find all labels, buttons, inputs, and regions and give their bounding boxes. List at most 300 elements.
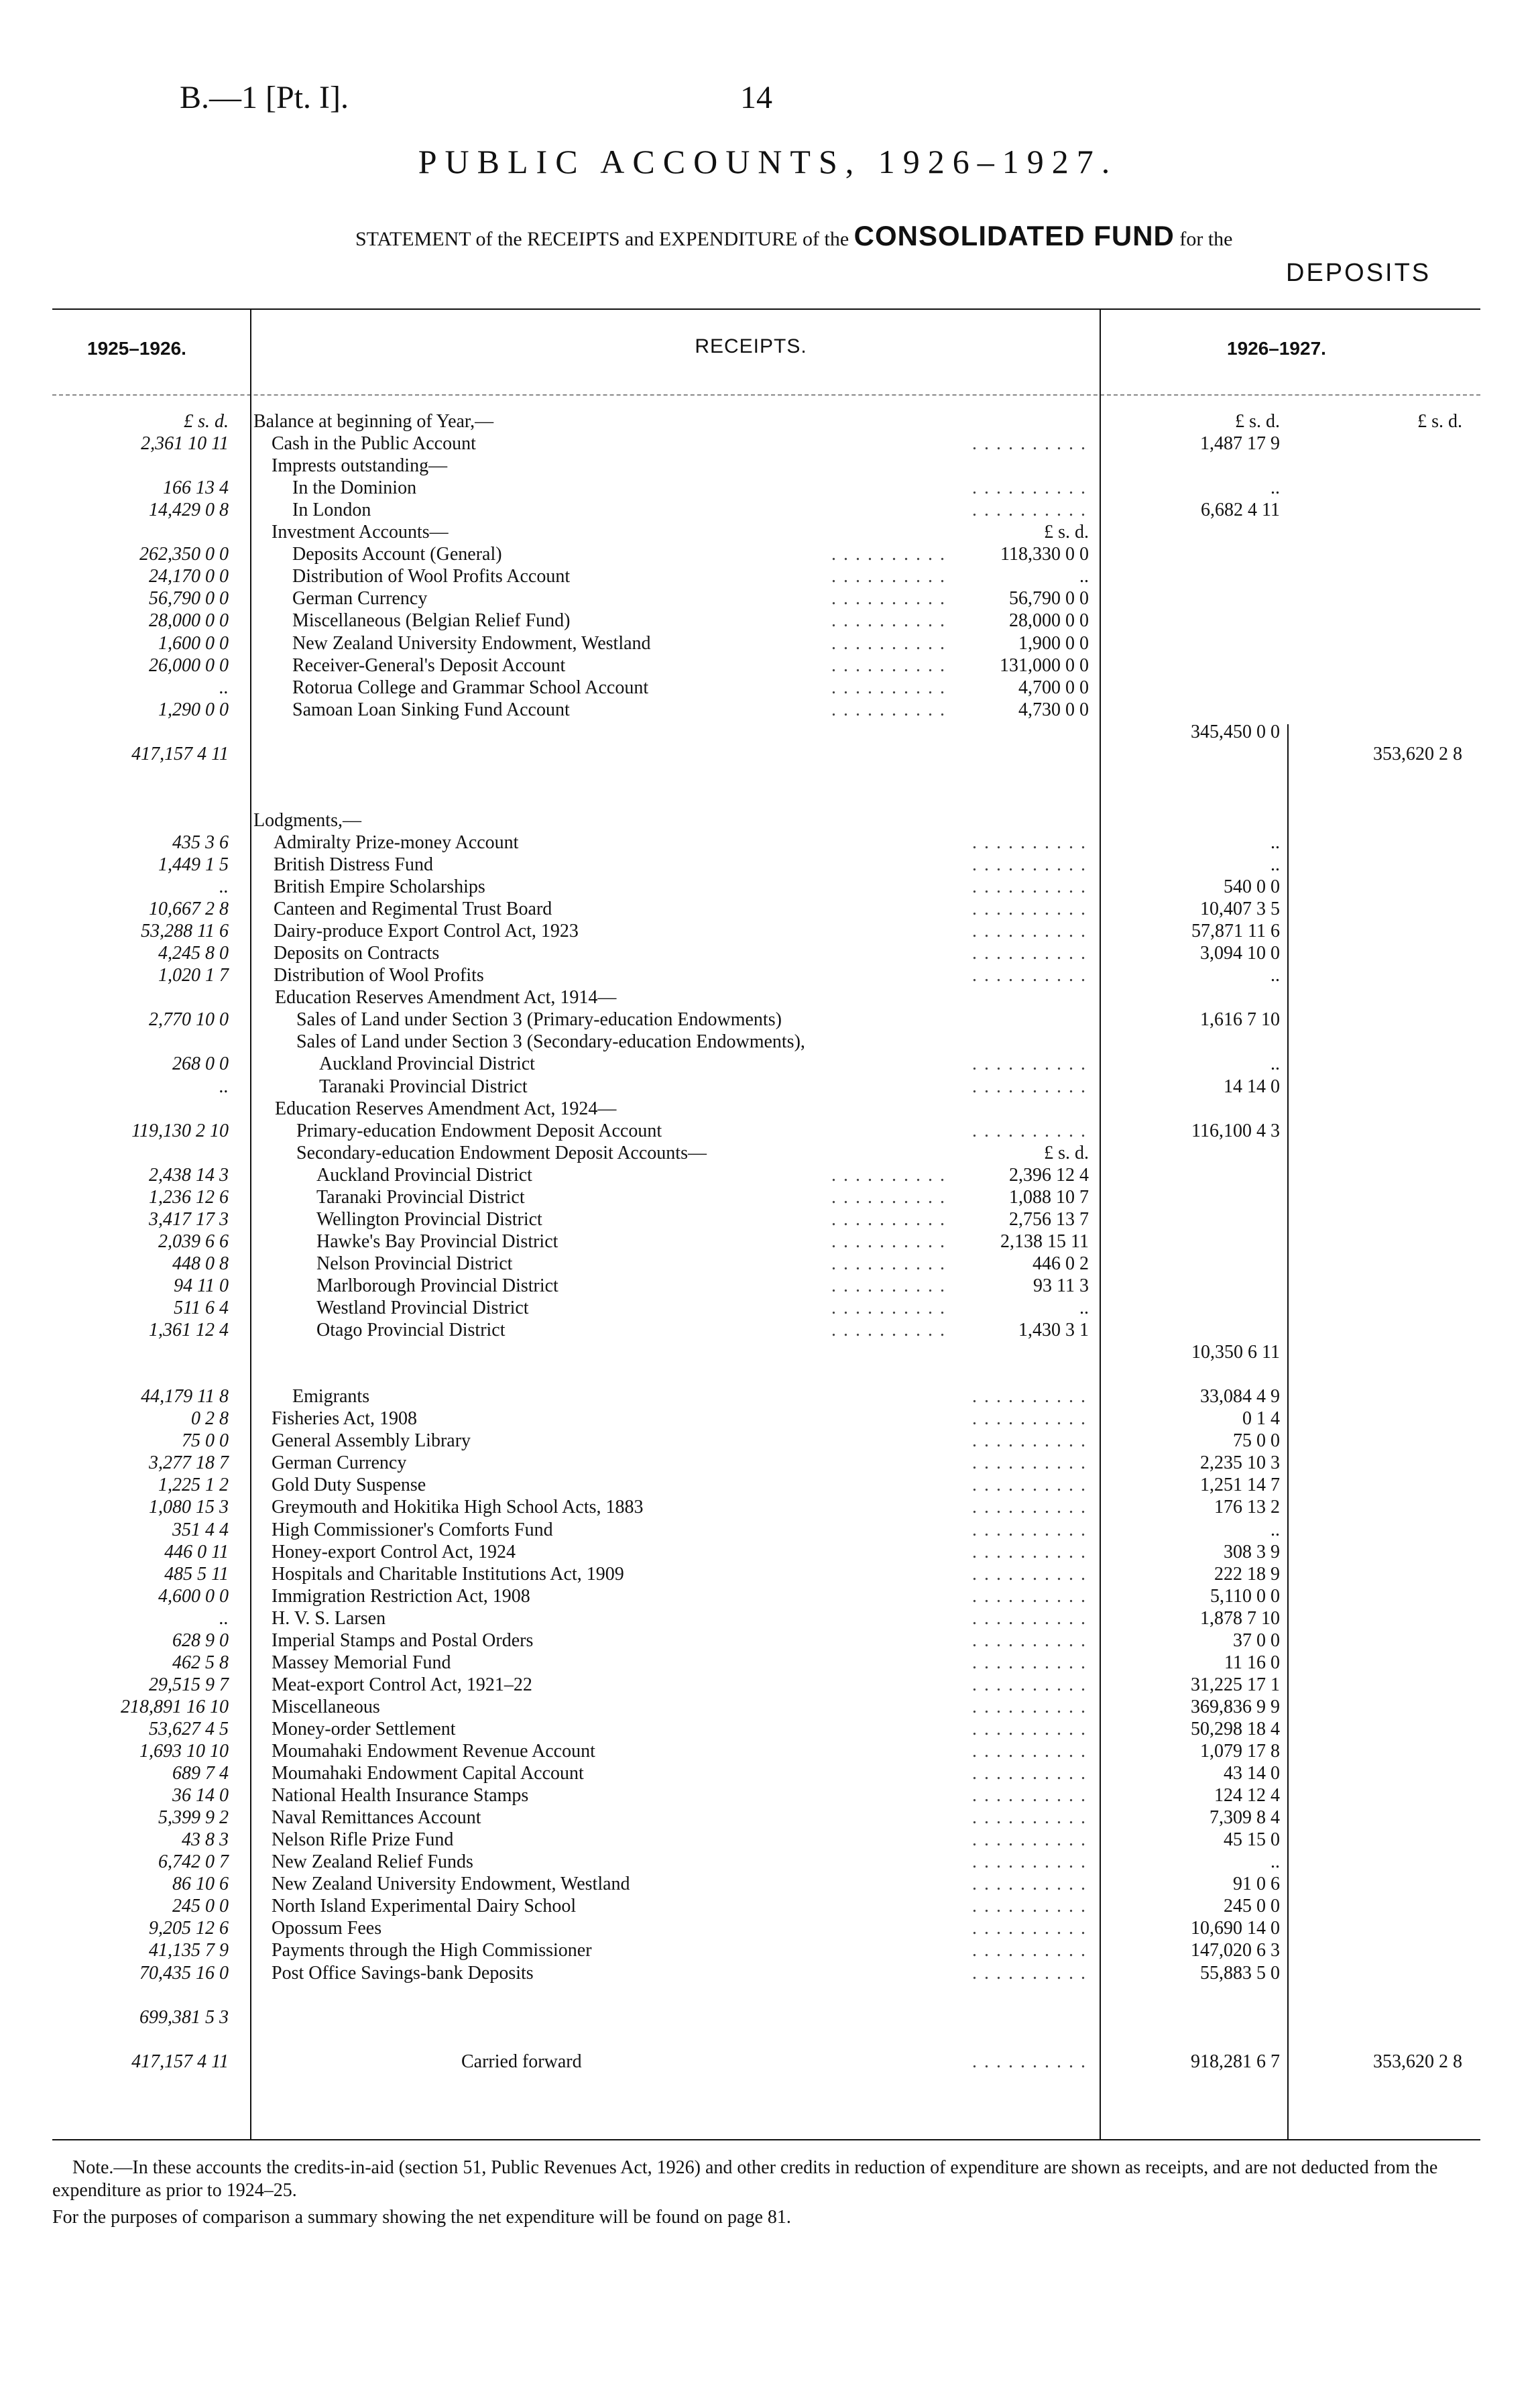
- prev-year-amount: 1,693 10 10: [139, 1741, 229, 1762]
- current-amount: 1,487 17 9: [1200, 433, 1280, 455]
- sub-amount: £ s. d.: [1044, 1142, 1089, 1163]
- sub-amount: 1,430 3 1: [1018, 1320, 1089, 1341]
- leader-dots: . . . . . . . . . .: [972, 1763, 1087, 1784]
- table-bottom-rule: [52, 2139, 1480, 2140]
- row-label: Fisheries Act, 1908: [272, 1408, 417, 1430]
- current-amount: 10,690 14 0: [1191, 1918, 1280, 1939]
- current-amount: 57,871 11 6: [1191, 921, 1280, 942]
- leader-dots: . . . . . . . . . .: [831, 588, 946, 610]
- prev-year-amount: 41,135 7 9: [149, 1940, 229, 1961]
- row-label: North Island Experimental Dairy School: [272, 1896, 577, 1917]
- current-amount: ..: [1271, 477, 1280, 499]
- table-row: [0, 1807, 1536, 1829]
- prev-year-amount: 1,020 1 7: [158, 965, 229, 986]
- row-label: Immigration Restriction Act, 1908: [272, 1585, 530, 1607]
- row-label: Naval Remittances Account: [272, 1807, 481, 1829]
- prev-year-amount: 1,290 0 0: [158, 699, 229, 720]
- table-row: [0, 1519, 1536, 1541]
- leader-dots: . . . . . . . . . .: [972, 1541, 1087, 1562]
- leader-dots: . . . . . . . . . .: [972, 1851, 1087, 1873]
- current-amount: ..: [1271, 832, 1280, 853]
- table-row: [0, 543, 1536, 565]
- header-bottom-rule: [52, 394, 1480, 396]
- table-row: [0, 1253, 1536, 1275]
- row-label: Deposits Account (General): [292, 544, 502, 565]
- row-label: Sales of Land under Section 3 (Secondary-education Endowments),: [296, 1031, 805, 1053]
- leader-dots: . . . . . . . . . .: [831, 1298, 946, 1318]
- table-row: [0, 1341, 1536, 1363]
- row-label: Post Office Savings-bank Deposits: [272, 1962, 534, 1984]
- leader-dots: . . . . . . . . . .: [972, 500, 1087, 521]
- leader-dots: . . . . . . . . . .: [831, 566, 946, 587]
- leader-dots: . . . . . . . . . .: [831, 1164, 946, 1186]
- prev-year-amount: 26,000 0 0: [149, 654, 229, 676]
- table-row: [0, 1541, 1536, 1563]
- sub-amount: 56,790 0 0: [1009, 588, 1089, 610]
- row-label: Moumahaki Endowment Revenue Account: [272, 1741, 595, 1762]
- prev-year-amount: 86 10 6: [172, 1874, 229, 1895]
- current-amount: £ s. d.: [1235, 411, 1280, 432]
- sub-amount: 93 11 3: [1033, 1275, 1089, 1296]
- table-row: [0, 1164, 1536, 1186]
- current-amount: ..: [1271, 1519, 1280, 1540]
- table-row: [0, 920, 1536, 942]
- table-row: [0, 1829, 1536, 1851]
- leader-dots: . . . . . . . . . .: [972, 1741, 1087, 1762]
- prev-year-amount: 446 0 11: [164, 1541, 229, 1562]
- current-amount: 10,407 3 5: [1200, 899, 1280, 920]
- prev-year-amount: 94 11 0: [174, 1275, 229, 1296]
- leader-dots: . . . . . . . . . .: [972, 1120, 1087, 1141]
- sub-amount: 28,000 0 0: [1009, 610, 1089, 632]
- prev-year-amount: 417,157 4 11: [131, 743, 229, 764]
- prev-year-amount: 36 14 0: [172, 1785, 229, 1807]
- table-row: [0, 1120, 1536, 1142]
- table-row: [0, 1208, 1536, 1230]
- current-amount: 369,836 9 9: [1191, 1696, 1280, 1717]
- prev-year-amount: 43 8 3: [182, 1829, 229, 1851]
- row-label: Auckland Provincial District: [316, 1164, 532, 1186]
- prev-year-amount: 1,600 0 0: [158, 632, 229, 654]
- current-amount: 1,251 14 7: [1200, 1475, 1280, 1496]
- leader-dots: . . . . . . . . . .: [972, 1674, 1087, 1695]
- prev-year-amount: 448 0 8: [172, 1253, 229, 1274]
- current-amount: 1,616 7 10: [1200, 1009, 1280, 1031]
- table-row: [0, 942, 1536, 964]
- prev-year-amount: 1,361 12 4: [149, 1320, 229, 1341]
- current-amount: 6,682 4 11: [1201, 500, 1280, 521]
- row-label: Imperial Stamps and Postal Orders: [272, 1629, 534, 1651]
- statement-prefix: STATEMENT of the RECEIPTS and EXPENDITURE of the: [355, 228, 849, 250]
- sub-amount: 4,700 0 0: [1018, 677, 1089, 698]
- prev-year-amount: 166 13 4: [163, 477, 229, 499]
- current-amount: 91 0 6: [1233, 1874, 1280, 1895]
- row-label: Lodgments,—: [253, 809, 361, 831]
- row-label: Auckland Provincial District: [319, 1053, 535, 1075]
- table-row: [0, 787, 1536, 809]
- row-label: General Assembly Library: [272, 1430, 471, 1452]
- row-label: Canteen and Regimental Trust Board: [274, 899, 552, 920]
- table-row: [0, 964, 1536, 986]
- current-amount: 37 0 0: [1233, 1629, 1280, 1651]
- current-amount: 3,094 10 0: [1200, 943, 1280, 964]
- prev-year-amount: 14,429 0 8: [149, 500, 229, 521]
- row-label: Honey-export Control Act, 1924: [272, 1541, 516, 1562]
- prev-year-amount: 511 6 4: [174, 1298, 229, 1318]
- row-label: Education Reserves Amendment Act, 1924—: [275, 1098, 617, 1119]
- table-row: [0, 1230, 1536, 1253]
- prev-year-amount: 2,361 10 11: [141, 433, 229, 455]
- table-row: [0, 1452, 1536, 1474]
- current-amount: 0 1 4: [1242, 1408, 1280, 1430]
- table-row: [0, 1408, 1536, 1430]
- table-row: [0, 2051, 1536, 2073]
- col-receipts: RECEIPTS.: [695, 335, 807, 357]
- sub-amount: ..: [1079, 1298, 1089, 1318]
- prev-year-amount: ..: [219, 876, 229, 898]
- table-row: [0, 433, 1536, 455]
- leader-dots: . . . . . . . . . .: [972, 1718, 1087, 1739]
- leader-dots: . . . . . . . . . .: [972, 1874, 1087, 1895]
- row-label: Payments through the High Commissioner: [272, 1940, 592, 1961]
- leader-dots: . . . . . . . . . .: [831, 1186, 946, 1208]
- current-amount: 540 0 0: [1224, 876, 1280, 898]
- current-amount: 5,110 0 0: [1210, 1585, 1280, 1607]
- row-label: Samoan Loan Sinking Fund Account: [292, 699, 570, 720]
- current-amount: ..: [1271, 854, 1280, 875]
- current-amount: 7,309 8 4: [1209, 1807, 1280, 1829]
- row-label: Investment Accounts—: [272, 522, 449, 543]
- row-label: New Zealand Relief Funds: [272, 1851, 473, 1873]
- table-row: [0, 2028, 1536, 2051]
- leader-dots: . . . . . . . . . .: [972, 921, 1087, 942]
- row-label: High Commissioner's Comforts Fund: [272, 1519, 553, 1540]
- leader-dots: . . . . . . . . . .: [972, 1896, 1087, 1917]
- row-label: Emigrants: [292, 1386, 370, 1408]
- row-label: Massey Memorial Fund: [272, 1652, 451, 1673]
- leader-dots: . . . . . . . . . .: [831, 1253, 946, 1274]
- prev-year-amount: 53,627 4 5: [149, 1718, 229, 1739]
- current-amount: 245 0 0: [1224, 1896, 1280, 1917]
- table-row: [0, 1031, 1536, 1053]
- prev-year-amount: 75 0 0: [182, 1430, 229, 1452]
- current-amount: ..: [1271, 1851, 1280, 1873]
- row-label: In London: [292, 500, 371, 521]
- table-row: [0, 1674, 1536, 1696]
- sub-amount: 2,396 12 4: [1009, 1164, 1089, 1186]
- leader-dots: . . . . . . . . . .: [972, 1386, 1087, 1408]
- current-amount: 10,350 6 11: [1191, 1342, 1280, 1363]
- prev-year-amount: 2,438 14 3: [149, 1164, 229, 1186]
- table-row: [0, 986, 1536, 1009]
- leader-dots: . . . . . . . . . .: [972, 1607, 1087, 1629]
- row-label: Hospitals and Charitable Institutions Act, 1909: [272, 1563, 624, 1585]
- current-total: £ s. d.: [1417, 411, 1462, 432]
- table-row: [0, 721, 1536, 743]
- table-row: [0, 1873, 1536, 1895]
- table-row: [0, 610, 1536, 632]
- row-label: Wellington Provincial District: [316, 1208, 542, 1230]
- leader-dots: . . . . . . . . . .: [972, 477, 1087, 499]
- table-row: [0, 743, 1536, 765]
- page-reference: B.—1 [Pt. I].: [180, 80, 349, 115]
- table-row: [0, 455, 1536, 477]
- leader-dots: . . . . . . . . . .: [831, 677, 946, 698]
- table-row: [0, 1009, 1536, 1031]
- prev-year-amount: 262,350 0 0: [139, 544, 229, 565]
- leader-dots: . . . . . . . . . .: [972, 1452, 1087, 1474]
- leader-dots: . . . . . . . . . .: [972, 1563, 1087, 1585]
- table-row: [0, 1430, 1536, 1452]
- table-row: [0, 876, 1536, 898]
- current-amount: 11 16 0: [1224, 1652, 1280, 1673]
- row-label: Imprests outstanding—: [272, 455, 448, 477]
- current-amount: 31,225 17 1: [1191, 1674, 1280, 1695]
- current-amount: 176 13 2: [1214, 1497, 1280, 1518]
- col-current-year: 1926–1927.: [1227, 338, 1326, 359]
- table-row: [0, 765, 1536, 787]
- prev-year-amount: 29,515 9 7: [149, 1674, 229, 1695]
- table-row: [0, 1917, 1536, 1939]
- row-label: National Health Insurance Stamps: [272, 1785, 529, 1807]
- row-label: Education Reserves Amendment Act, 1914—: [275, 987, 617, 1009]
- table-row: [0, 699, 1536, 721]
- leader-dots: . . . . . . . . . .: [972, 1053, 1087, 1075]
- table-top-rule: [52, 308, 1480, 310]
- sub-amount: £ s. d.: [1044, 522, 1089, 543]
- table-row: [0, 1076, 1536, 1098]
- prev-year-amount: 218,891 16 10: [121, 1696, 229, 1717]
- prev-year-amount: £ s. d.: [184, 411, 229, 432]
- row-label: Sales of Land under Section 3 (Primary-education Endowments): [296, 1009, 782, 1031]
- prev-year-amount: 1,080 15 3: [149, 1497, 229, 1518]
- row-label: Meat-export Control Act, 1921–22: [272, 1674, 532, 1695]
- prev-year-amount: 245 0 0: [172, 1896, 229, 1917]
- table-row: [0, 499, 1536, 521]
- table-row: [0, 898, 1536, 920]
- leader-dots: . . . . . . . . . .: [972, 1918, 1087, 1939]
- leader-dots: . . . . . . . . . .: [972, 2051, 1087, 2072]
- sub-amount: 118,330 0 0: [1000, 544, 1089, 565]
- sub-amount: 4,730 0 0: [1018, 699, 1089, 720]
- row-label: British Empire Scholarships: [274, 876, 485, 898]
- table-row: [0, 1718, 1536, 1740]
- prev-year-amount: 2,039 6 6: [158, 1230, 229, 1252]
- table-row: [0, 1696, 1536, 1718]
- row-label: Cash in the Public Account: [272, 433, 476, 455]
- current-amount: 308 3 9: [1224, 1541, 1280, 1562]
- table-row: [0, 1363, 1536, 1385]
- table-row: [0, 565, 1536, 587]
- leader-dots: . . . . . . . . . .: [972, 943, 1087, 964]
- table-row: [0, 1585, 1536, 1607]
- current-amount: 918,281 6 7: [1191, 2051, 1280, 2072]
- sub-amount: ..: [1079, 566, 1089, 587]
- sub-amount: 446 0 2: [1032, 1253, 1089, 1274]
- leader-dots: . . . . . . . . . .: [831, 1275, 946, 1296]
- leader-dots: . . . . . . . . . .: [831, 1320, 946, 1341]
- row-label: Rotorua College and Grammar School Account: [292, 677, 649, 698]
- row-label: Secondary-education Endowment Deposit Accounts—: [296, 1142, 707, 1163]
- table-row: [0, 632, 1536, 654]
- current-amount: 50,298 18 4: [1191, 1718, 1280, 1739]
- prev-year-amount: ..: [219, 1607, 229, 1629]
- prev-year-amount: 699,381 5 3: [139, 2006, 229, 2028]
- row-label: Westland Provincial District: [316, 1298, 529, 1318]
- table-row: [0, 1740, 1536, 1762]
- sub-amount: 1,088 10 7: [1009, 1186, 1089, 1208]
- col-prev-year: 1925–1926.: [87, 338, 186, 359]
- table-row: [0, 854, 1536, 876]
- table-row: [0, 1474, 1536, 1496]
- leader-dots: . . . . . . . . . .: [972, 1497, 1087, 1518]
- table-row: [0, 1053, 1536, 1075]
- prev-year-amount: 4,600 0 0: [158, 1585, 229, 1607]
- table-row: [0, 1895, 1536, 1917]
- prev-year-amount: 485 5 11: [164, 1563, 229, 1585]
- prev-year-amount: 5,399 9 2: [158, 1807, 229, 1829]
- prev-year-amount: 462 5 8: [172, 1652, 229, 1673]
- prev-year-amount: ..: [219, 677, 229, 698]
- row-label: Primary-education Endowment Deposit Account: [296, 1120, 662, 1141]
- table-row: [0, 1784, 1536, 1807]
- note-credits: Note.—In these accounts the credits-in-aid (section 51, Public Revenues Act, 1926) and other credits in reduction of expenditure are shown as receipts, and are not deducted from the expenditure as prior to 1924–25.: [52, 2157, 1438, 2201]
- sub-amount: 131,000 0 0: [1000, 654, 1089, 676]
- leader-dots: . . . . . . . . . .: [831, 544, 946, 565]
- prev-year-amount: 56,790 0 0: [149, 588, 229, 610]
- prev-year-amount: 1,449 1 5: [158, 854, 229, 875]
- table-row: [0, 1962, 1536, 1984]
- leader-dots: . . . . . . . . . .: [972, 1475, 1087, 1496]
- current-amount: 14 14 0: [1224, 1076, 1280, 1097]
- current-amount: 75 0 0: [1233, 1430, 1280, 1452]
- sub-amount: 1,900 0 0: [1018, 632, 1089, 654]
- row-label: Taranaki Provincial District: [319, 1076, 528, 1097]
- prev-year-amount: 435 3 6: [172, 832, 229, 853]
- leader-dots: . . . . . . . . . .: [831, 1230, 946, 1252]
- leader-dots: . . . . . . . . . .: [831, 610, 946, 632]
- table-row: [0, 654, 1536, 677]
- prev-year-amount: 4,245 8 0: [158, 943, 229, 964]
- statement-heading: [355, 220, 1233, 252]
- leader-dots: . . . . . . . . . .: [972, 899, 1087, 920]
- current-amount: 45 15 0: [1224, 1829, 1280, 1851]
- leader-dots: . . . . . . . . . .: [972, 1807, 1087, 1829]
- table-row: [0, 677, 1536, 699]
- current-amount: 33,084 4 9: [1200, 1386, 1280, 1408]
- leader-dots: . . . . . . . . . .: [972, 433, 1087, 455]
- current-amount: 222 18 9: [1214, 1563, 1280, 1585]
- row-label: Distribution of Wool Profits Account: [292, 566, 571, 587]
- current-amount: 1,878 7 10: [1200, 1607, 1280, 1629]
- prev-year-amount: 9,205 12 6: [149, 1918, 229, 1939]
- current-amount: 2,235 10 3: [1200, 1452, 1280, 1474]
- current-amount: ..: [1271, 965, 1280, 986]
- leader-dots: . . . . . . . . . .: [972, 1629, 1087, 1651]
- table-row: [0, 1607, 1536, 1629]
- leader-dots: . . . . . . . . . .: [972, 1785, 1087, 1807]
- leader-dots: . . . . . . . . . .: [972, 1585, 1087, 1607]
- prev-year-amount: 3,417 17 3: [149, 1208, 229, 1230]
- current-amount: 116,100 4 3: [1191, 1120, 1280, 1141]
- row-label: German Currency: [292, 588, 428, 610]
- leader-dots: . . . . . . . . . .: [972, 876, 1087, 898]
- prev-year-amount: 10,667 2 8: [149, 899, 229, 920]
- leader-dots: . . . . . . . . . .: [972, 1430, 1087, 1452]
- leader-dots: . . . . . . . . . .: [972, 1519, 1087, 1540]
- row-label: Money-order Settlement: [272, 1718, 456, 1739]
- table-row: [0, 1563, 1536, 1585]
- row-label: New Zealand University Endowment, Westland: [272, 1874, 630, 1895]
- row-label: Dairy-produce Export Control Act, 1923: [274, 921, 579, 942]
- leader-dots: . . . . . . . . . .: [972, 1829, 1087, 1851]
- table-row: [0, 1629, 1536, 1652]
- leader-dots: . . . . . . . . . .: [831, 699, 946, 720]
- page-number: 14: [740, 80, 772, 115]
- fund-name: CONSOLIDATED FUND: [853, 220, 1175, 251]
- prev-year-amount: 70,435 16 0: [139, 1962, 229, 1984]
- table-row: [0, 1186, 1536, 1208]
- row-label: Miscellaneous: [272, 1696, 380, 1717]
- leader-dots: . . . . . . . . . .: [831, 632, 946, 654]
- leader-dots: . . . . . . . . . .: [972, 1696, 1087, 1717]
- leader-dots: . . . . . . . . . .: [972, 965, 1087, 986]
- leader-dots: . . . . . . . . . .: [972, 1940, 1087, 1961]
- table-row: [0, 832, 1536, 854]
- table-row: [0, 1652, 1536, 1674]
- table-row: [0, 1762, 1536, 1784]
- current-amount: ..: [1271, 1053, 1280, 1075]
- prev-year-amount: 417,157 4 11: [131, 2051, 229, 2072]
- row-label: Nelson Rifle Prize Fund: [272, 1829, 454, 1851]
- table-row: [0, 1385, 1536, 1408]
- row-label: Carried forward: [461, 2051, 582, 2072]
- sub-amount: 2,138 15 11: [1000, 1230, 1089, 1252]
- row-label: New Zealand University Endowment, Westland: [292, 632, 651, 654]
- leader-dots: . . . . . . . . . .: [972, 1408, 1087, 1430]
- table-row: [0, 1142, 1536, 1164]
- row-label: Otago Provincial District: [316, 1320, 506, 1341]
- row-label: Nelson Provincial District: [316, 1253, 513, 1274]
- prev-year-amount: 689 7 4: [172, 1763, 229, 1784]
- leader-dots: . . . . . . . . . .: [831, 654, 946, 676]
- prev-year-amount: 268 0 0: [172, 1053, 229, 1075]
- current-amount: 345,450 0 0: [1191, 721, 1280, 742]
- table-row: [0, 1851, 1536, 1873]
- table-row: [0, 410, 1536, 433]
- row-label: Taranaki Provincial District: [316, 1186, 525, 1208]
- row-label: Moumahaki Endowment Capital Account: [272, 1763, 584, 1784]
- prev-year-amount: 2,770 10 0: [149, 1009, 229, 1031]
- table-row: [0, 1297, 1536, 1319]
- leader-dots: . . . . . . . . . .: [831, 1208, 946, 1230]
- prev-year-amount: 1,236 12 6: [149, 1186, 229, 1208]
- note-comparison: For the purposes of comparison a summary showing the net expenditure will be found on page 81.: [52, 2207, 791, 2228]
- page-title: PUBLIC ACCOUNTS, 1926–1927.: [418, 143, 1118, 180]
- statement-suffix: for the: [1179, 228, 1233, 250]
- table-row: [0, 1984, 1536, 2006]
- row-label: Greymouth and Hokitika High School Acts, 1883: [272, 1497, 644, 1518]
- section-title: DEPOSITS: [1286, 259, 1431, 287]
- row-label: H. V. S. Larsen: [272, 1607, 386, 1629]
- prev-year-amount: ..: [219, 1076, 229, 1097]
- table-row: [0, 1939, 1536, 1961]
- prev-year-amount: 44,179 11 8: [141, 1386, 229, 1408]
- row-label: Distribution of Wool Profits: [274, 965, 484, 986]
- table-row: [0, 2006, 1536, 2028]
- table-row: [0, 809, 1536, 832]
- current-amount: 124 12 4: [1214, 1785, 1280, 1807]
